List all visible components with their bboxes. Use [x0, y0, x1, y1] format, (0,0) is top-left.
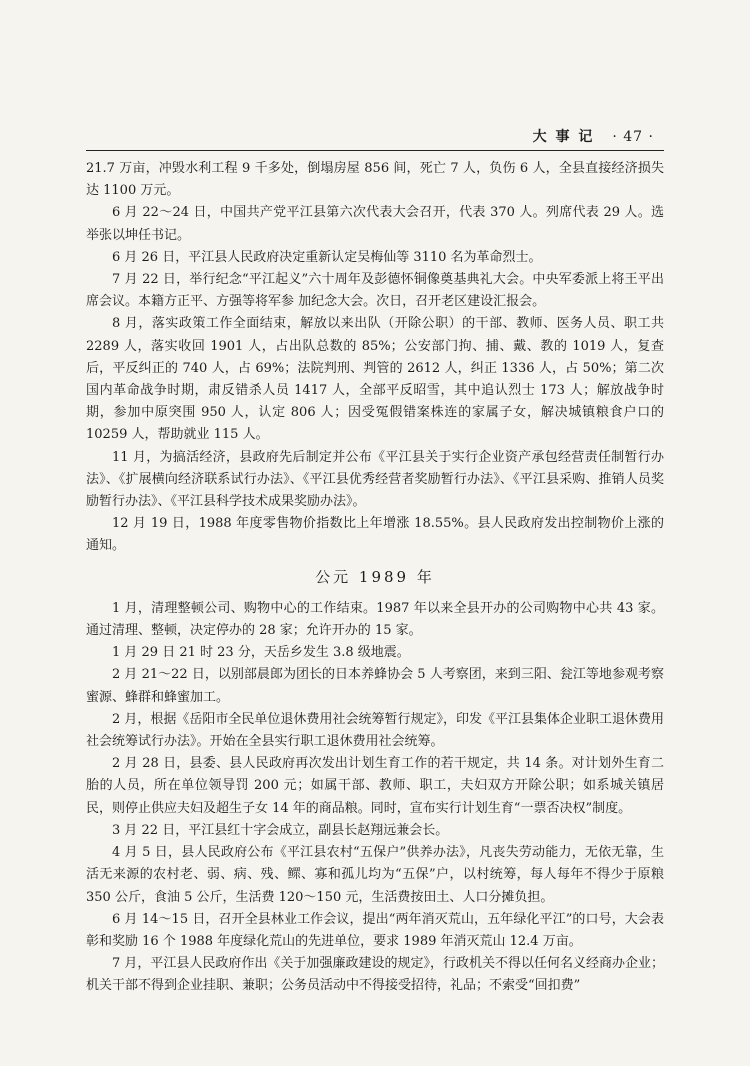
paragraph: 6 月 22～24 日，中国共产党平江县第六次代表大会召开，代表 370 人。列席代表 29 人。选举张以坤任书记。: [86, 205, 664, 243]
header-section-title: 大 事 记: [532, 129, 595, 145]
paragraph: 6 月 26 日，平江县人民政府决定重新认定吴梅仙等 3110 名为革命烈士。: [112, 249, 542, 265]
paragraph: 12 月 19 日，1988 年度零售物价指数比上年增涨 18.55%。县人民政府发出控制物价上涨的通知。: [86, 516, 664, 554]
header-rule: [86, 150, 664, 151]
body-text: [86, 158, 664, 998]
paragraph: 3 月 22 日，平江县红十字会成立，副县长赵翔远兼会长。: [112, 822, 449, 838]
paragraph: 7 月，平江县人民政府作出《关于加强廉政建设的规定》，行政机关不得以任何名义经商办企业；机关干部不得到企业挂职、兼职；公务员活动中不得接受招待，礼品；不索受“回扣费”: [86, 956, 664, 994]
paragraph: 2 月 28 日，县委、县人民政府再次发出计划生育工作的若干规定，共 14 条。对计划外生育二胎的人员，所在单位领导罚 200 元；如属干部、教师、职工，夫妇双方开除公职；如系城关镇居民，则停止供应夫妇及超生子女 14 年的商品粮。同时，宣布实行计划生育“一票否决权”制度。: [86, 756, 664, 816]
paragraph: 21.7 万亩，冲毁水利工程 9 千多处，倒塌房屋 856 间，死亡 7 人，负伤 6 人，全县直接经济损失达 1100 万元。: [86, 161, 664, 199]
running-header: [533, 126, 654, 146]
paragraph: 6 月 14～15 日，召开全县林业工作会议，提出“两年消灭荒山，五年绿化平江”的口号，大会表彰和奖励 16 个 1988 年度绿化荒山的先进单位，要求 1989 年消灭荒山 12.4 万亩。: [86, 911, 664, 949]
paragraph: 2 月，根据《岳阳市全民单位退休费用社会统筹暂行规定》，印发《平江县集体企业职工退休费用社会统筹试行办法》。开始在全县实行职工退休费用社会统筹。: [86, 711, 664, 750]
paragraph: 7 月 22 日，举行纪念“平江起义”六十周年及彭德怀铜像奠基典礼大会。中央军委派上将王平出席会议。本籍方正平、方强等将军参 加纪念大会。次日，召开老区建设汇报会。: [86, 272, 664, 310]
paragraph: 4 月 5 日，县人民政府公布《平江县农村“五保户”供养办法》，凡丧失劳动能力，无依无靠，生活无来源的农村老、弱、病、残、鳏、寡和孤儿均为“五保”户，以村统筹，每人每年不得少于原粮 350 公斤，食油 5 公斤，生活费 120～150 元，生活费按田土、人口分摊负担。: [86, 845, 664, 905]
page-number: · 47 ·: [612, 129, 654, 145]
paragraph: 2 月 21～22 日，以别部晨郎为团长的日本养蜂协会 5 人考察团，来到三阳、瓮江等地参观考察蜜源、蜂群和蜂蜜加工。: [86, 667, 664, 705]
paragraph: 8 月，落实政策工作全面结束，解放以来出队（开除公职）的干部、教师、医务人员、职工共 2289 人，落实收回 1901 人，占出队总数的 85%；公安部门拘、捕、戴、教的 1019 人，复查后，平反纠正的 740 人，占 69%；法院判刑、判管的 2612 人，纠正 1336 人，占 50%；第二次国内革命战争时期，肃反错杀人员 1417 人，全部平反昭雪，其中追认烈士 173 人；解放战争时期，参加中原突围 950 人，认定 806 人；因受冤假错案株连的家属子女，解决城镇粮食户口的 10259 人，帮助就业 115 人。: [86, 316, 664, 443]
paragraph: 1 月 29 日 21 时 23 分，天岳乡发生 3.8 级地震。: [112, 645, 410, 661]
paragraph: 11 月，为搞活经济，县政府先后制定并公布《平江县关于实行企业资产承包经营责任制暂行办法》、《扩展横向经济联系试行办法》、《平江县优秀经营者奖励暂行办法》、《平江县采购、推销人员奖励暂行办法》、《平江县科学技术成果奖励办法》。: [86, 449, 664, 510]
year-section-title: 公元 1989 年: [315, 567, 435, 586]
paragraph: 1 月，清理整顿公司、购物中心的工作结束。1987 年以来全县开办的公司购物中心共 43 家。通过清理、整顿，决定停办的 28 家；允许开办的 15 家。: [86, 600, 664, 639]
